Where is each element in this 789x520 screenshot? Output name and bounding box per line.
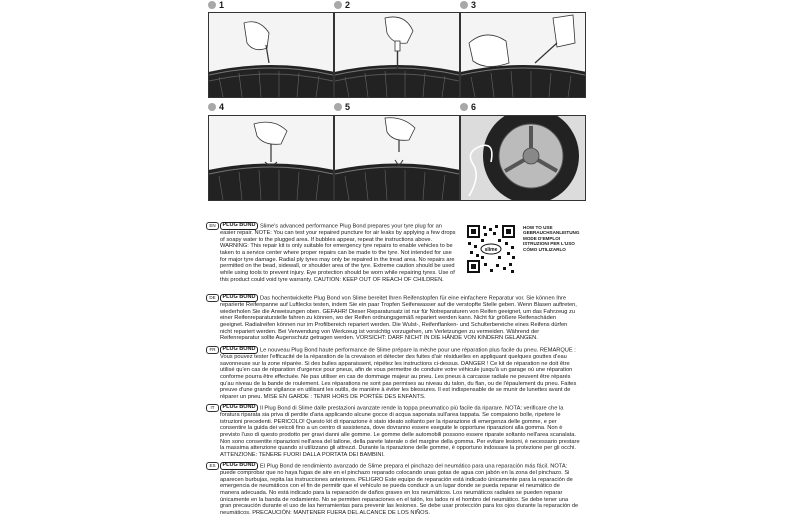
step-dot: [334, 1, 342, 9]
instructions-es: [208, 462, 580, 517]
step-2-illustration: [334, 12, 460, 98]
qr-center-label: slime: [484, 247, 498, 253]
qr-caption-line: CÓMO UTILIZARLO: [523, 246, 566, 252]
instruction-text: Slime's advanced performance Plug Bond prepares your tyre plug for an easier repair. NOTE: You can test your repaired puncture for air leaks by applying a few drops of soapy water to the plugged area. If bubbles appear, repeat the instructions above. WARNING: This repair kit is only suitable for emergency tyre repairs to enable vehicles to be taken to a service center where proper repairs can be made to the tyre. Not intended for use for major tyre damage. Radial ply tyres may only be repaired in the tread area. No repairs are permitted on the bead, sidewall, or shoulder area of the tyre. Extreme caution should be used while using tools to prevent injury. Eye protection should be worn while repairing tyres. Use of this product could void tyre warranty. CAUTION: KEEP OUT OF REACH OF CHILDREN.: [220, 223, 456, 283]
instructions-de: [208, 294, 580, 342]
instructions-it: [208, 404, 580, 459]
step-5-label: 5: [334, 102, 350, 112]
instructions-fr: [208, 346, 580, 401]
plug-bond-logo: PLUG BOND: [220, 346, 258, 354]
instruction-text: Le nouveau Plug Bond haute performance de Slime prépare la mèche pour une réparation plus facile du pneu. REMARQUE : Vous pouvez tester l'efficacité de la réparation de la crevaison et détecter des fuites d'air résiduelles en appliquant quelques gouttes d'eau savonneuse sur la zone réparée. Si des bulles apparaissent, répétez les instructions ci-dessus. DANGER ! Ce kit de réparation ne doit être utilisé qu'en cas de réparation d'urgence pour pneus, afin de vous permettre de conduire votre véhicule jusqu'à un garage où une réparation conforme pourra être effectuée. Ne pas utiliser en cas de dommage majeur au pneu. Les pneus à carcasse radiale ne peuvent être réparés qu'au niveau de la bande de roulement. Les réparations ne sont pas permises au niveau du talon, du flan, ou de l'épaulement du pneu. Faites preuve d'une grande vigilance en utilisant les outils, de manière à éviter les blessures. Il est indispensable de se munir de lunettes avant de réparer un pneu. MISE EN GARDE : TENIR HORS DE PORTÉE DES ENFANTS.: [220, 347, 577, 400]
step-4-label: 4: [208, 102, 224, 112]
step-dot: [334, 103, 342, 111]
qr-caption-line: ISTRUZIONI PER L'USO: [523, 241, 575, 247]
qr-caption-line: HOW TO USE: [523, 225, 553, 230]
step-6-label: 6: [460, 102, 476, 112]
step-1-label: 1: [208, 0, 224, 10]
plug-bond-logo: PLUG BOND: [220, 294, 258, 302]
language-badge: ES: [206, 462, 219, 470]
plug-bond-logo: PLUG BOND: [220, 404, 258, 412]
step-1-illustration: [208, 12, 334, 98]
step-dot: [208, 103, 216, 111]
step-3-label: 3: [460, 0, 476, 10]
qr-code[interactable]: [465, 223, 517, 275]
step-5-illustration: [334, 115, 460, 201]
qr-caption-line: GEBRAUCHSANLEITUNG: [523, 230, 580, 236]
language-badge: IT: [206, 404, 219, 412]
step-3-illustration: [460, 12, 586, 98]
step-dot: [460, 1, 468, 9]
step-2-label: 2: [334, 0, 350, 10]
instruction-text: Das hochentwickelte Plug Bond von Slime bereitet Ihren Reifenstopfen für eine einfachere Reparatur vor. Sie können Ihre reparierte Reifenpanne auf Luftlecks testen, indem Sie ein paar Tropfen Seifenwasser auf die verstopfte Stelle geben. Wenn Blasen auftreten, wiederholen Sie die Anweisungen oben. GEFAHR! Dieser Reparatursatz ist nur für Notreparaturen von Reifen geeignet, um das Fahrzeug zu einer Reifenreparaturstelle fahren zu können, wo der Reifen ordnungsgemäß repariert werden kann. Nicht für größere Reifenschäden geeignet. Radialreifen können nur im Profilbereich repariert werden. Die Wulst-, Reifenflanken- und Schulterbereiche eines Reifens dürfen nicht repariert werden. Bei Verwendung von Werkzeug ist vorsichtig vorzugehen, um Verletzungen zu vermeiden. Während der Reifenreparatur sollte Augenschutz getragen werden. VORSICHT: DARF NICHT IN DIE HÄNDE VON KINDERN GELANGEN.: [220, 295, 577, 342]
step-4-illustration: [208, 115, 334, 201]
instructions-en: [208, 222, 458, 283]
step-dot: [460, 103, 468, 111]
language-badge: FR: [206, 346, 219, 354]
plug-bond-logo: PLUG BOND: [220, 222, 258, 230]
language-badge: DE: [206, 294, 219, 302]
qr-caption: [523, 225, 593, 252]
plug-bond-logo: PLUG BOND: [220, 462, 258, 470]
step-dot: [208, 1, 216, 9]
instruction-text: Il Plug Bond di Slime dalle prestazioni avanzate rende la toppa pneumatico più facile da riparare. NOTA: verificare che la foratura riparata sia priva di perdite d'aria applicando alcune gocce di acqua saponata sull'area tappata. Se compaiono bolle, ripetere le istruzioni precedenti. PERICOLO! Questo kit di riparazione è stato ideato soltanto per la riparazione di emergenza delle gomme, e per consentire la guida dei veicoli fino a un centro di assistenza, dove dovranno essere eseguite le opportune riparazioni alla gomma. Non è previsto l'uso di questo prodotto per gravi danni alle gomme. Le gomme delle automobili possono essere riparate soltanto nell'area scanalata. Non sono consentite riparazioni nell'area del tallone, della parete laterale o del margine della gomma. Per evitare lesioni, è necessario prestare la massima attenzione quando si utilizzano gli attrezzi. Durante la riparazione delle gomme, è opportuno indossare la protezione per gli occhi. ATTENZIONE: TENERE FUORI DALLA PORTATA DEI BAMBINI.: [220, 405, 580, 458]
step-6-illustration: [460, 115, 586, 201]
qr-caption-line: MODE D'EMPLOI: [523, 235, 561, 241]
instruction-text: El Plug Bond de rendimiento avanzado de Slime prepara el pinchazo del neumático para una reparación más fácil. NOTA: puede comprobar que no haya fugas de aire en el pinchazo reparado colocando unas gotas de agua con jabón en la zona del pinchazo. Si aparecen burbujas, repita las instrucciones anteriores. PELIGRO Este equipo de reparación está indicado únicamente para la reparación de emergencia de neumáticos con el fin de permitir que el vehículo se pueda conducir a un lugar donde se pueda reparar el neumático de manera adecuada. No está indicado para la reparación de daños graves en los neumáticos. Los neumáticos radiales se pueden reparar únicamente en la banda de rodamiento. No se permiten reparaciones en el talón, los lados ni el hombro del neumático. Se debe tener una gran precaución durante el uso de las herramientas para prevenir las lesiones. Se debe usar protección para los ojos durante la reparación de neumáticos. PRECAUCIÓN: MANTENER FUERA DEL ALCANCE DE LOS NIÑOS.: [220, 463, 579, 516]
language-badge: EN: [206, 222, 219, 230]
